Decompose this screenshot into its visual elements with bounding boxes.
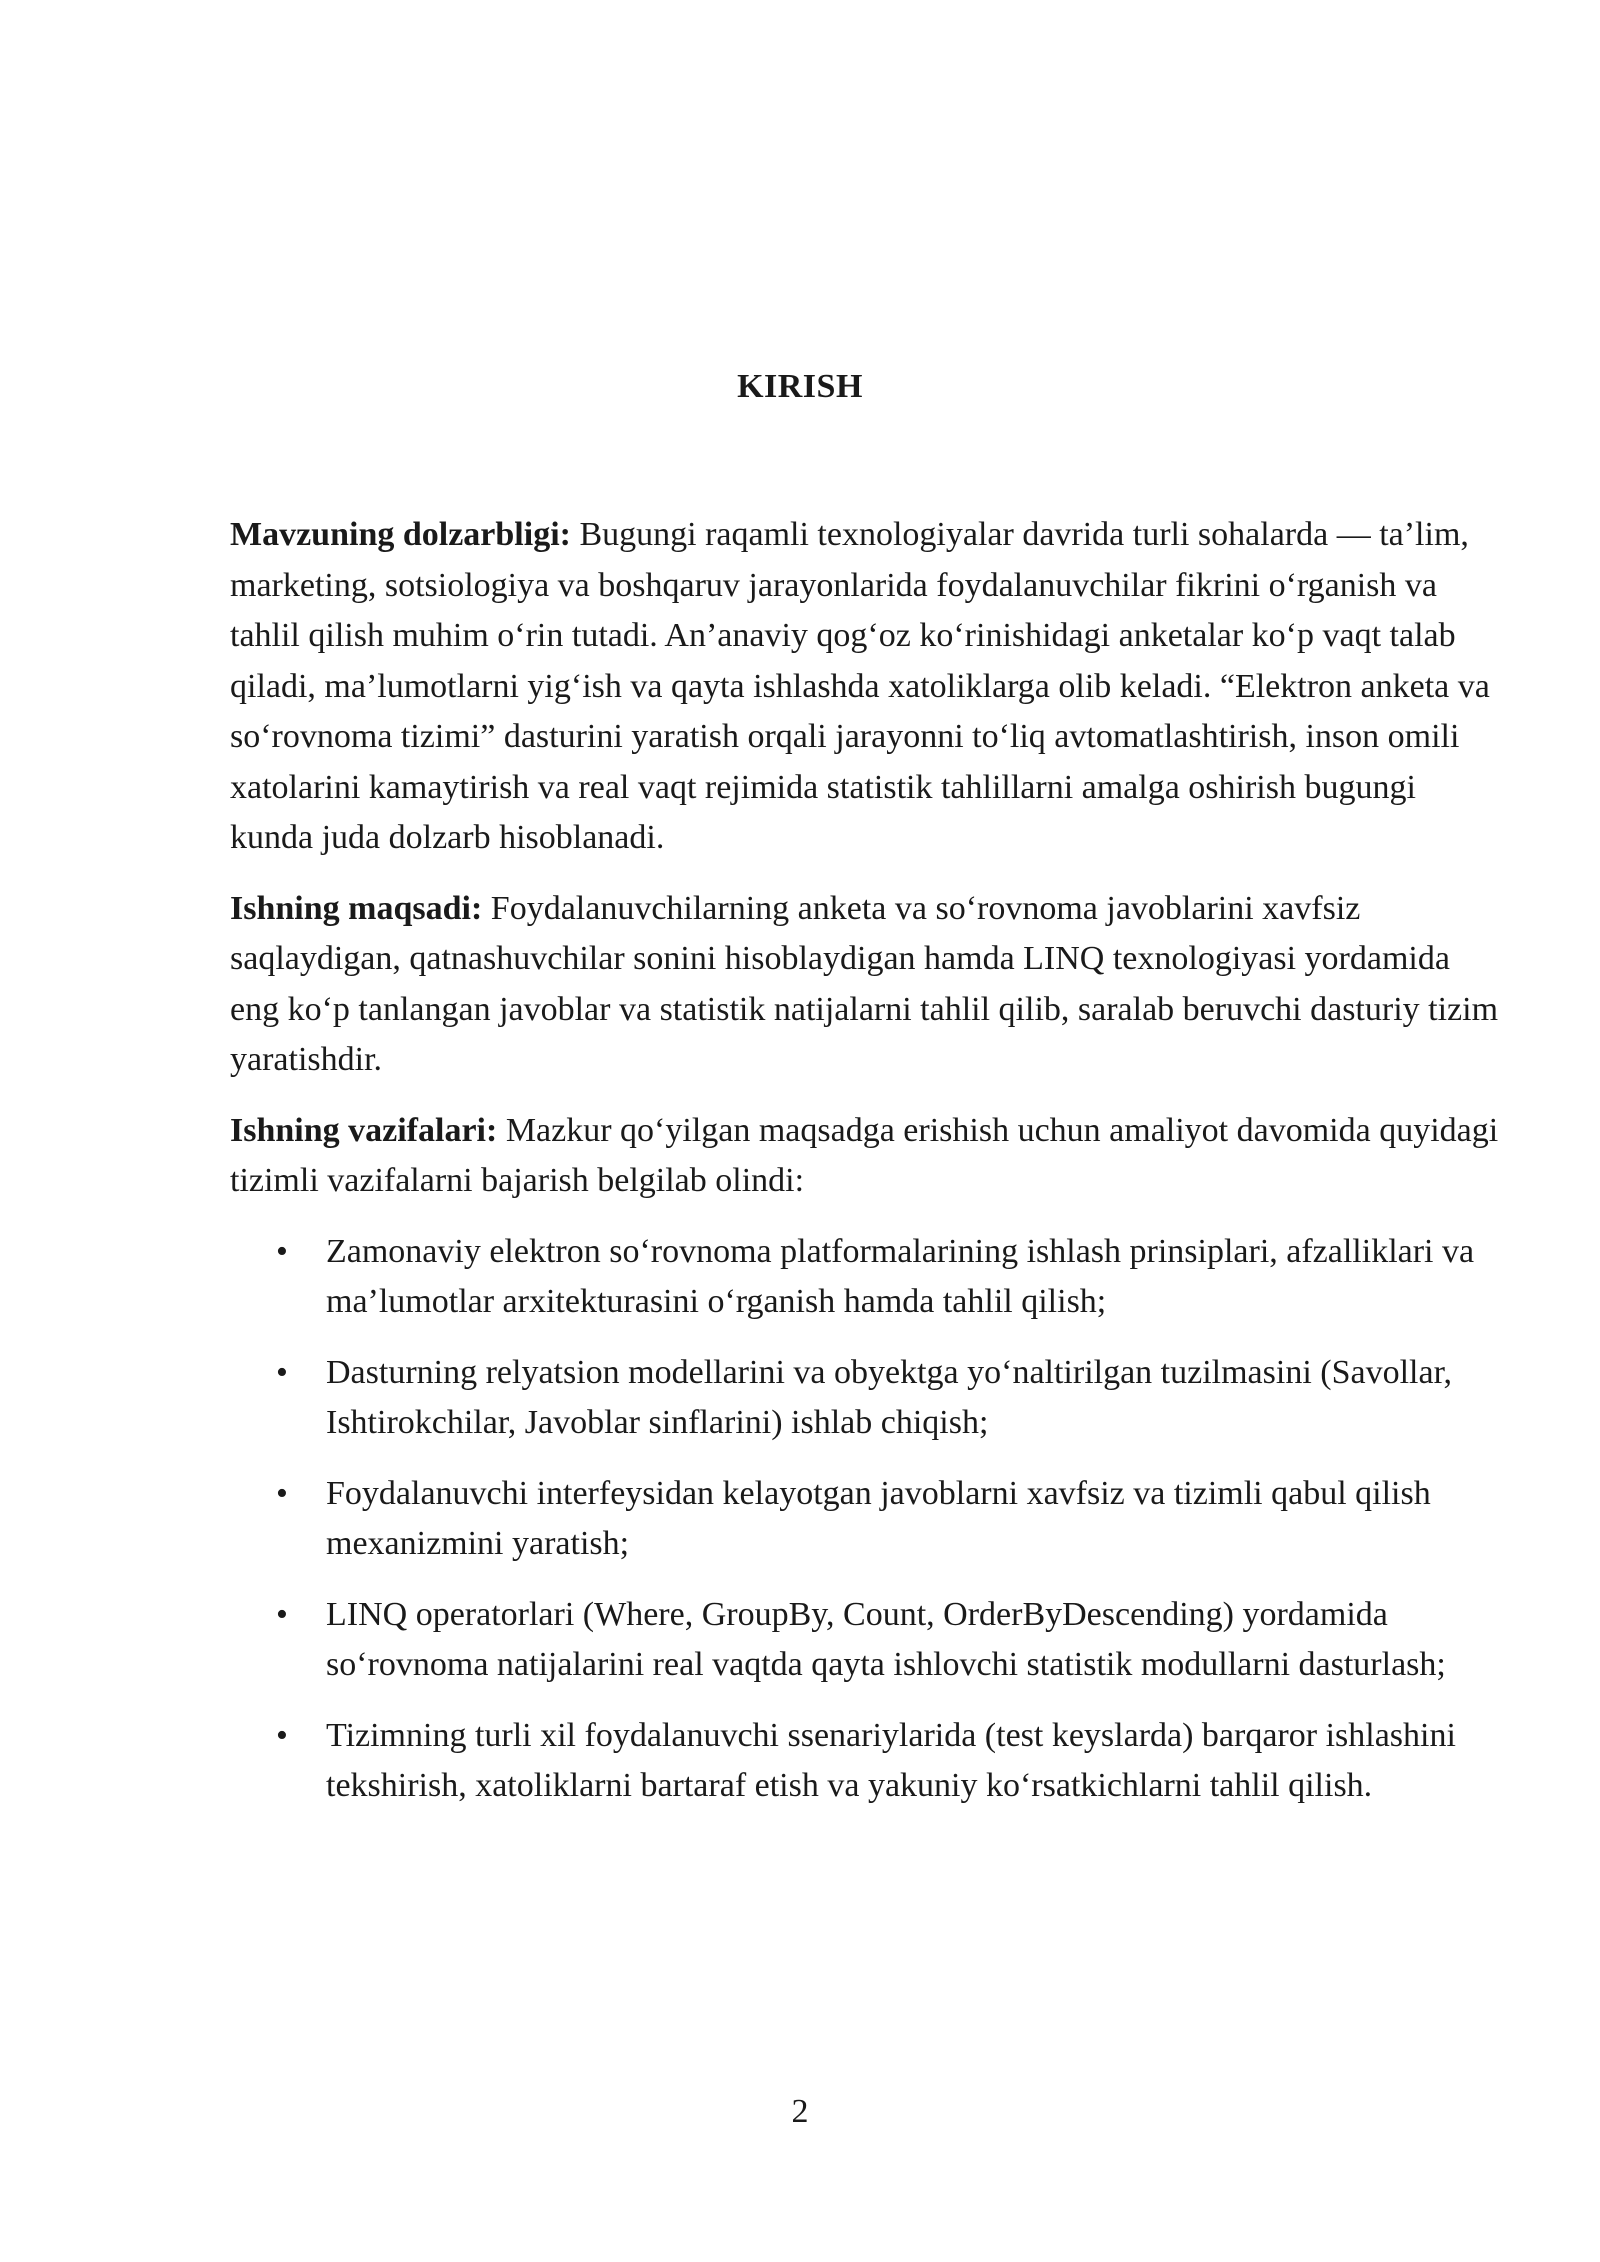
relevance-paragraph <box>230 510 1500 864</box>
task-text: Dasturning relyatsion modellarini va obyektga yo‘naltirilgan tuzilmasini (Savollar, Ishtirokchilar, Javoblar sinflarini) ishlab chiqish; <box>326 1353 1453 1441</box>
task-text: Tizimning turli xil foydalanuvchi ssenariylarida (test keyslarda) barqaror ishlashini tekshirish, xatoliklarni bartaraf etish va yakuniy ko‘rsatkichlarni tahlil qilish. <box>326 1716 1456 1804</box>
task-item <box>276 1711 1500 1812</box>
document-body <box>230 510 1500 1832</box>
relevance-label: Mavzuning dolzarbligi: <box>230 516 571 553</box>
bullet-icon: • <box>276 1474 288 1512</box>
goal-label: Ishning maqsadi: <box>230 889 483 927</box>
task-item <box>276 1348 1500 1449</box>
page-title: KIRISH <box>737 368 863 405</box>
tasks-intro-text: Mazkur qo‘yilgan maqsadga erishish uchun amaliyot davomida quyidagi tizimli vazifalarni bajarish belgilab olindi: <box>230 1111 1499 1199</box>
task-item <box>276 1227 1500 1328</box>
bullet-icon: • <box>276 1353 288 1391</box>
task-item <box>276 1590 1500 1691</box>
task-text: LINQ operatorlari (Where, GroupBy, Count, OrderByDescending) yordamida so‘rovnoma natijalarini real vaqtda qayta ishlovchi statistik modullarni dasturlash; <box>326 1595 1446 1683</box>
goal-text: Foydalanuvchilarning anketa va so‘rovnoma javoblarini xavfsiz saqlaydigan, qatnashuvchilar sonini hisoblaydigan hamda LINQ texnologiyasi yordamida eng ko‘p tanlangan javoblar va statistik natijalarni tahlil qilib, saralab beruvchi dasturiy tizim yaratishdir. <box>230 889 1499 1078</box>
bullet-icon: • <box>276 1595 288 1633</box>
bullet-icon: • <box>276 1716 288 1754</box>
task-text: Zamonaviy elektron so‘rovnoma platformalarining ishlash prinsiplari, afzalliklari va ma’lumotlar arxitekturasini o‘rganish hamda tahlil qilish; <box>326 1232 1475 1320</box>
task-item <box>276 1469 1500 1570</box>
task-text: Foydalanuvchi interfeysidan kelayotgan javoblarni xavfsiz va tizimli qabul qilish mexanizmini yaratish; <box>326 1474 1431 1562</box>
tasks-label: Ishning vazifalari: <box>230 1111 498 1149</box>
bullet-icon: • <box>276 1232 288 1270</box>
relevance-text: Bugungi raqamli texnologiyalar davrida turli sohalarda — ta’lim, marketing, sotsiologiya va boshqaruv jarayonlarida foydalanuvchilar fikrini o‘rganish va tahlil qilish muhim o‘rin tutadi. An’anaviy qog‘oz ko‘rinishidagi anketalar ko‘p vaqt talab qiladi, ma’lumotlarni yig‘ish va qayta ishlashda xatoliklarga olib keladi. “Elektron anketa va so‘rovnoma tizimi” dasturini yaratish orqali jarayonni to‘liq avtomatlashtirish, inson omili xatolarini kamaytirish va real vaqt rejimida statistik tahlillarni amalga oshirish bugungi kunda juda dolzarb hisoblanadi. <box>230 516 1490 856</box>
goal-paragraph <box>230 884 1500 1086</box>
tasks-intro-paragraph <box>230 1106 1500 1207</box>
tasks-list <box>230 1227 1500 1812</box>
page-number: 2 <box>791 2093 809 2130</box>
